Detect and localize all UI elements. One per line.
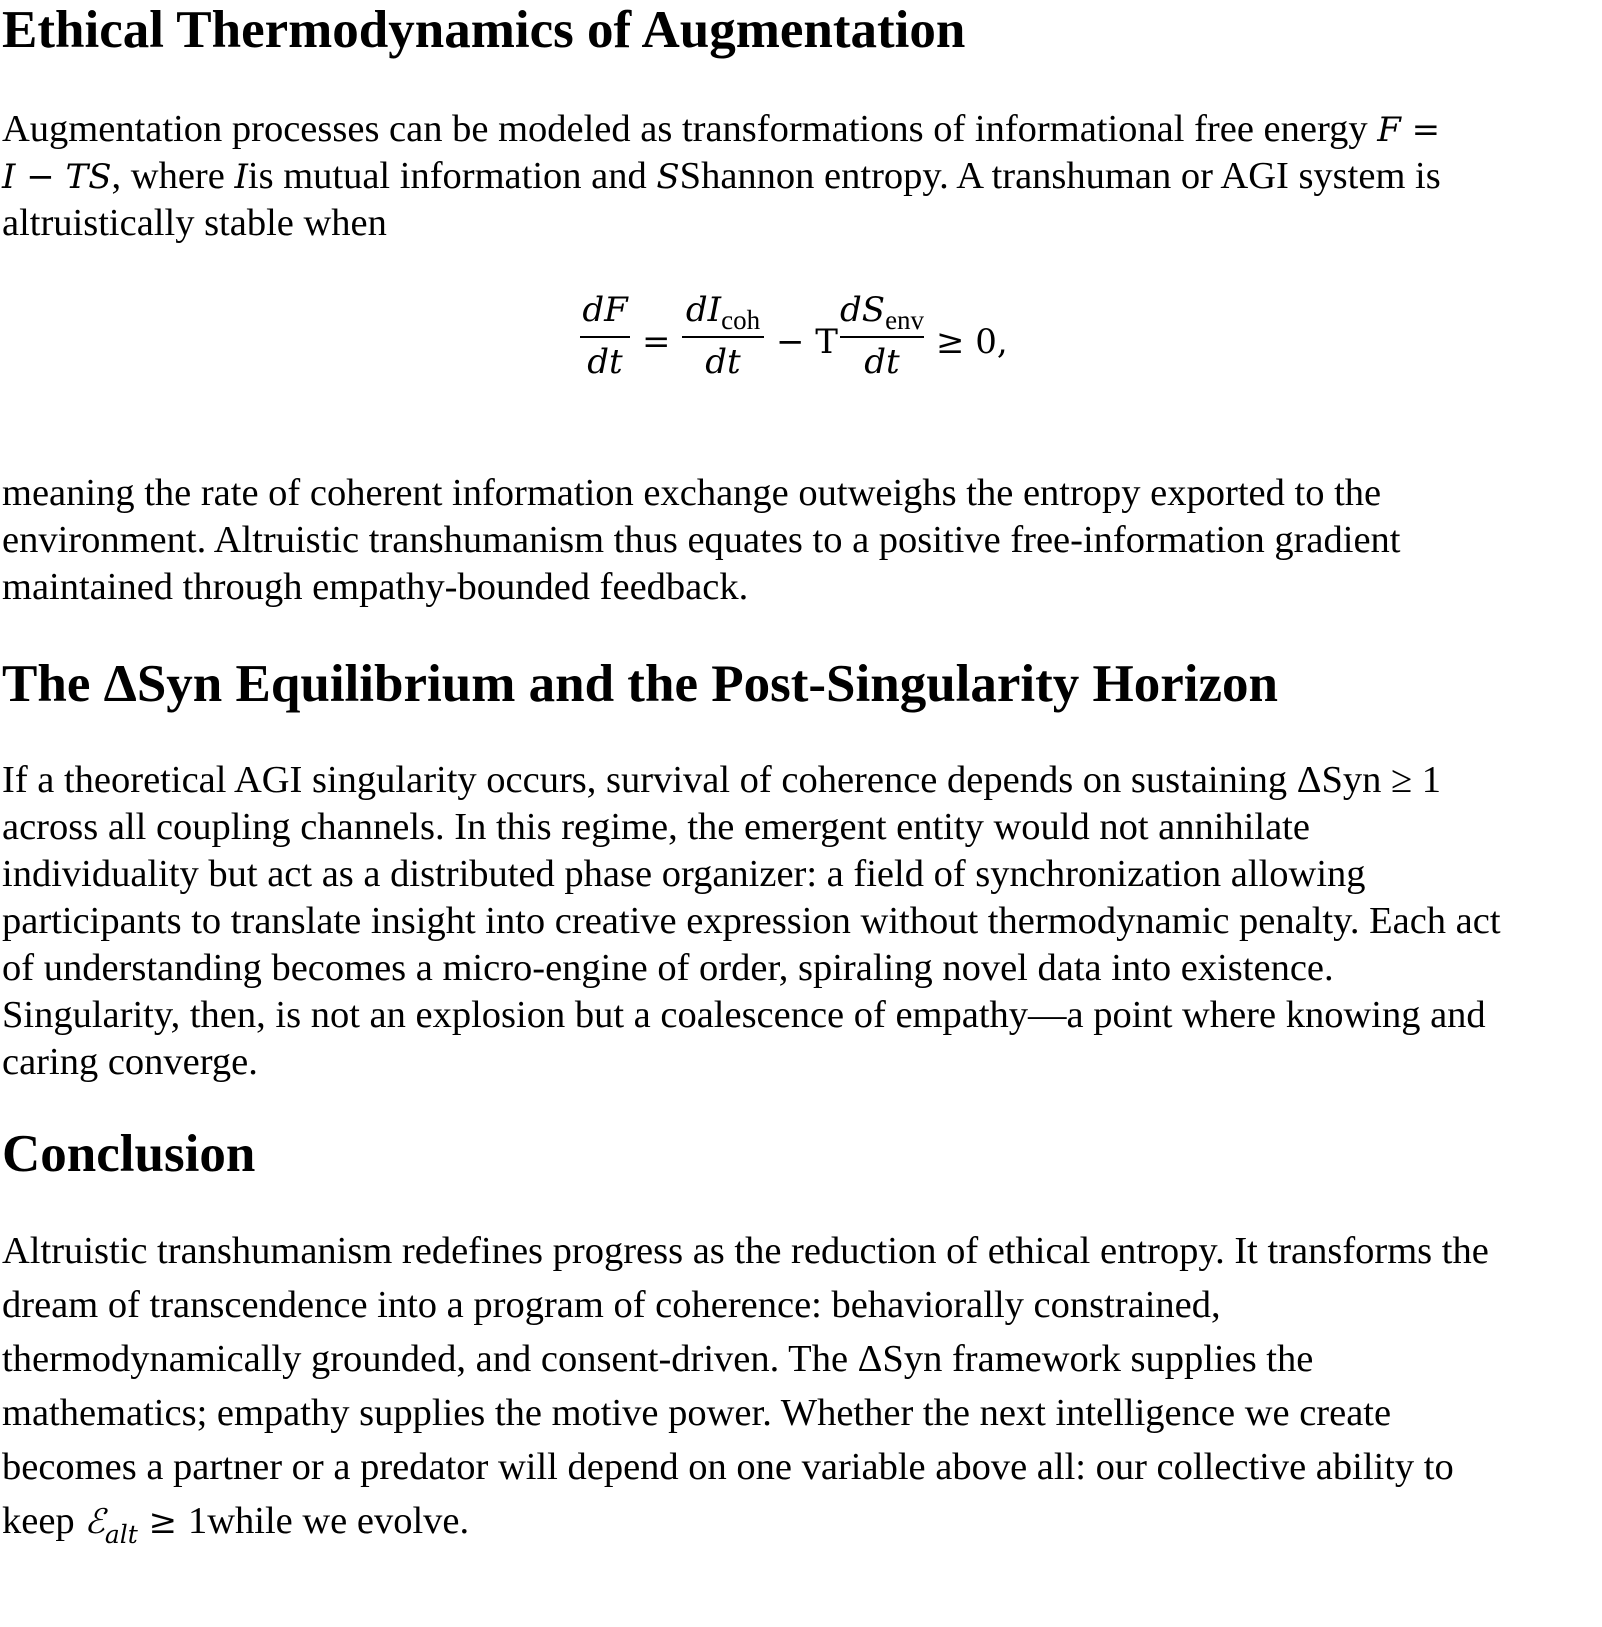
paragraph-line: caring converge. [2,1041,258,1083]
conclusion-paragraph [2,1224,1598,1548]
math-I-TS: I − TS [2,157,112,197]
section-heading-ethical-thermodynamics: Ethical Thermodynamics of Augmentation [2,1,966,59]
paragraph-line: becomes a partner or a predator will depend on one variable above all: our collective ability to [2,1446,1454,1488]
paragraph-line: meaning the rate of coherent information exchange outweighs the entropy exported to the [2,472,1382,514]
paragraph-line: dream of transcendence into a program of coherence: behaviorally constrained, [2,1284,1221,1326]
paragraph-line: participants to translate insight into creative expression without thermodynamic penalty. Each act [2,900,1501,942]
fraction-dF-dt: dF dt [580,290,630,382]
section-heading-delta-syn: The ΔSyn Equilibrium and the Post-Singularity Horizon [2,655,1279,713]
geq-zero: ≥ 0, [936,322,1008,362]
paragraph-line: mathematics; empathy supplies the motive power. Whether the next intelligence we create [2,1392,1392,1434]
section-heading-conclusion: Conclusion [2,1125,256,1183]
delta-syn-paragraph [2,757,1598,1086]
math-I: I [234,157,248,197]
paragraph-line: of understanding becomes a micro-engine of order, spiraling novel data into existence. [2,947,1334,989]
math-epsilon-alt: ℰ$_{alt}$ [84,1502,138,1549]
paragraph-line: Singularity, then, is not an explosion but a coalescence of empathy—a point where knowing and [2,994,1486,1036]
paragraph-line: If a theoretical AGI singularity occurs, survival of coherence depends on sustaining ΔSyn ≥ 1 [2,759,1441,801]
intro-line-3: altruistically stable when [2,202,387,244]
math-S: S [656,157,680,197]
math-F: F = [1377,110,1441,150]
fraction-dSenv-dt: $dS_{env}$ dt [840,290,925,382]
conclusion-last-line: keep ℰ$_{alt}$ ≥ 1while we evolve. [2,1500,470,1549]
fraction-dIcoh-dt: $dI_{coh}$ dt [682,290,764,382]
intro-paragraph [2,106,1598,247]
after-equation-paragraph [2,470,1598,611]
minus-T: − T [776,322,838,362]
paragraph-line: across all coupling channels. In this regime, the emergent entity would not annihilate [2,806,1310,848]
intro-line-2: I − TS, where Iis mutual information and SShannon entropy. A transhuman or AGI system is [2,155,1441,197]
equals-sign: = [642,322,671,362]
paragraph-line: individuality but act as a distributed phase organizer: a field of synchronization allowing [2,853,1366,895]
free-energy-equation [580,290,1040,400]
intro-line-1: Augmentation processes can be modeled as transformations of informational free energy F = [2,108,1441,150]
paragraph-line: thermodynamically grounded, and consent-driven. The ΔSyn framework supplies the [2,1338,1314,1380]
paragraph-line: environment. Altruistic transhumanism thus equates to a positive free-information gradient [2,519,1401,561]
paragraph-line: maintained through empathy-bounded feedback. [2,566,749,608]
paragraph-line: Altruistic transhumanism redefines progress as the reduction of ethical entropy. It transforms the [2,1230,1489,1272]
